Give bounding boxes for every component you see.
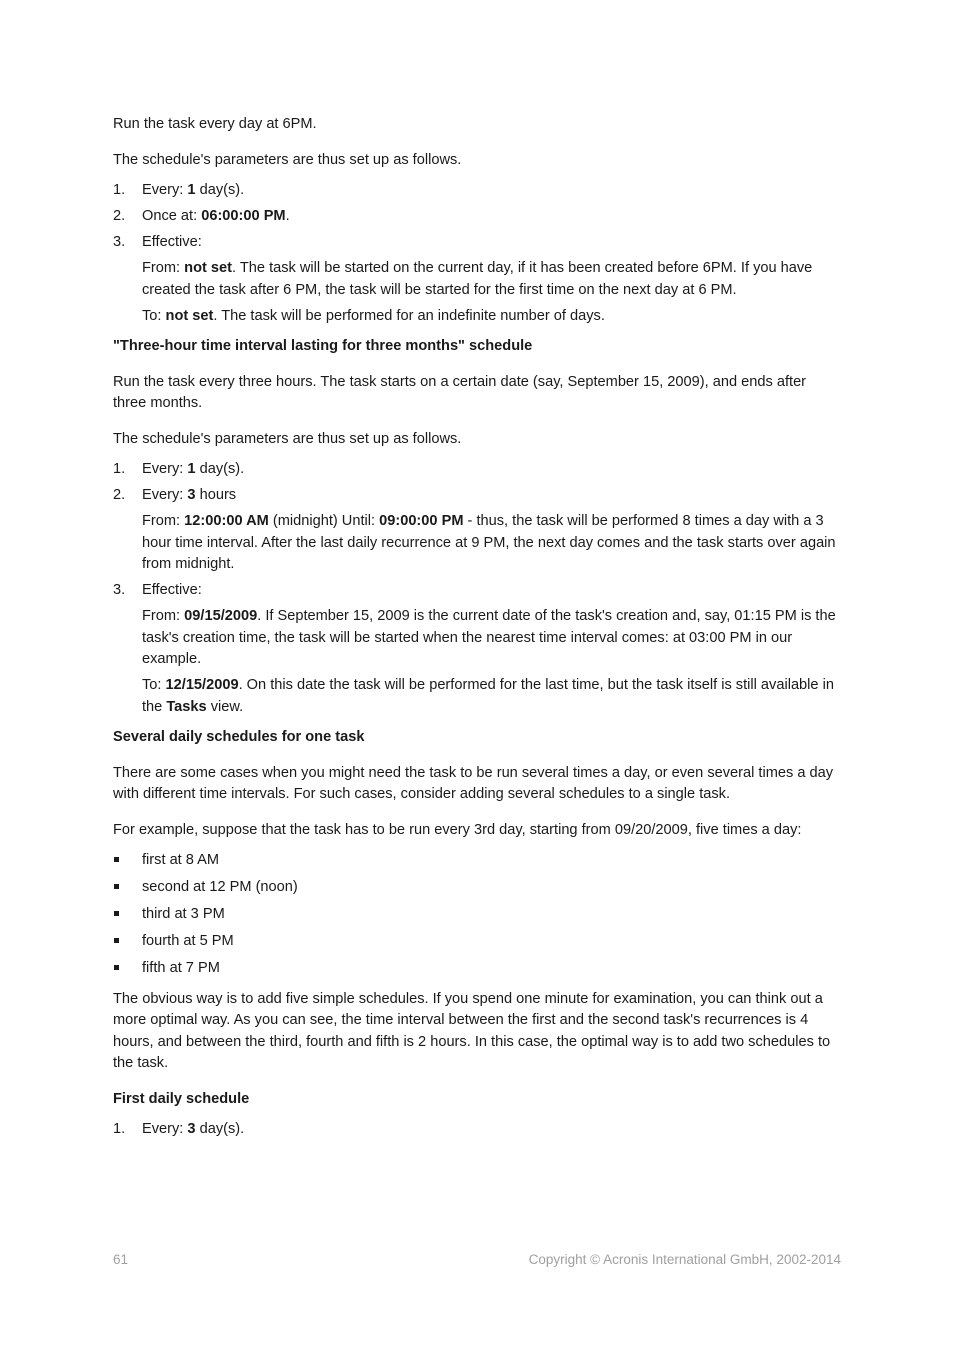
sub-text: From: [142,513,185,529]
list-text: Every: [142,182,188,198]
page-content [113,114,841,1145]
list-item [113,180,841,202]
list-item [113,958,841,980]
bullet-text: fifth at 7 PM [142,960,220,976]
sub-value: 12/15/2009 [165,677,239,693]
list-item [113,931,841,953]
list-text: Every: [142,461,188,477]
list-value: 3 [187,487,196,503]
sub-text: . The task will be started on the current day, if it has been created before 6PM. If you have created the task after 6 PM, the task will be started for the first time on the next day at 6 PM. [142,260,813,298]
list-subparagraph [113,258,841,301]
body-paragraph: There are some cases when you might need the task to be run several times a day, or even several times a day with different time intervals. For such cases, consider adding several schedules to a single task. [113,764,834,802]
sub-value: not set [184,260,233,276]
list-item [113,485,841,507]
sub-value: Tasks [166,698,207,715]
section-heading: First daily schedule [113,1090,250,1107]
list-number: 3. [113,582,126,598]
body-paragraph: For example, suppose that the task has to be run every 3rd day, starting from 09/20/2009, five times a day: [113,821,802,838]
bullet-text: first at 8 AM [142,852,220,868]
list-text: Every: [142,487,188,503]
sub-value: 12:00:00 AM [184,513,269,529]
sub-value: not set [165,307,214,324]
bullet-text: third at 3 PM [142,906,225,922]
sub-value: 09/15/2009 [184,608,258,624]
sub-value: 09:00:00 PM [379,513,464,529]
list-item [113,232,841,254]
list-subparagraph [113,606,841,671]
intro-paragraph: The schedule's parameters are thus set up as follows. [113,151,462,168]
list-item [113,877,841,899]
list-text: day(s). [195,461,245,477]
sub-text: From: [142,608,185,624]
list-subparagraph [113,511,841,576]
sub-text: view. [206,698,244,715]
list-subparagraph [113,675,841,718]
list-item [113,904,841,926]
list-text: Once at: [142,208,202,224]
bullet-list [113,850,841,980]
list-number: 2. [113,208,126,224]
list-item [113,459,841,481]
list-subparagraph [113,306,841,328]
bullet-text: fourth at 5 PM [142,933,234,949]
bullet-square-icon [114,938,119,943]
list-text: Every: [142,1121,188,1137]
bullet-square-icon [114,857,119,862]
list-number: 2. [113,487,126,503]
list-text: . [285,208,290,224]
list-item [113,206,841,228]
list-text: day(s). [195,1121,245,1137]
sub-text: . The task will be performed for an indefinite number of days. [213,307,605,324]
sub-text: From: [142,260,185,276]
list-text: day(s). [195,182,245,198]
bullet-square-icon [114,911,119,916]
body-paragraph: The schedule's parameters are thus set up as follows. [113,430,462,447]
page-number: 61 [113,1252,129,1267]
copyright-notice: Copyright © Acronis International GmbH, 2002-2014 [528,1252,841,1267]
list-number: 1. [113,182,126,198]
list-value: 1 [187,461,196,477]
body-paragraph: The obvious way is to add five simple schedules. If you spend one minute for examination, you can think out a more optimal way. As you can see, the time interval between the first and the second task's recurrences is 4 hours, and between the third, fourth and fifth is 2 hours. In this case, the optimal way is to add two schedules to the task. [113,990,831,1071]
list-value: 1 [187,182,196,198]
sub-text: (midnight) Until: [268,513,380,529]
sub-text: To: [142,307,166,324]
list-text: hours [195,487,237,503]
sub-text: . On this date the task will be performed for the last time, but the task itself is still available in the [142,677,834,715]
section-heading: Several daily schedules for one task [113,729,365,745]
list-number: 1. [113,1121,126,1137]
bullet-square-icon [114,965,119,970]
body-paragraph: Run the task every three hours. The task starts on a certain date (say, September 15, 2009), and ends after three months. [113,373,807,411]
list-text: Effective: [142,582,202,598]
sub-text: To: [142,677,166,693]
sub-text: - thus, the task will be performed 8 times a day with a 3 hour time interval. After the last daily recurrence at 9 PM, the next day comes and the task starts over again from midnight. [142,513,836,572]
intro-paragraph: Run the task every day at 6PM. [113,116,317,132]
bullet-square-icon [114,884,119,889]
list-text: Effective: [142,234,202,250]
list-value: 3 [187,1121,196,1137]
sub-text: . If September 15, 2009 is the current date of the task's creation and, say, 01:15 PM is the task's creation time, the task will be started when the nearest time interval comes: at 03:00 PM in our example. [142,608,836,667]
list-number: 3. [113,234,126,250]
section-heading: "Three-hour time interval lasting for three months" schedule [113,338,533,354]
list-item [113,850,841,872]
list-item [113,1119,841,1141]
list-value: 06:00:00 PM [201,208,286,224]
list-number: 1. [113,461,126,477]
bullet-text: second at 12 PM (noon) [142,879,298,895]
list-item [113,580,841,602]
